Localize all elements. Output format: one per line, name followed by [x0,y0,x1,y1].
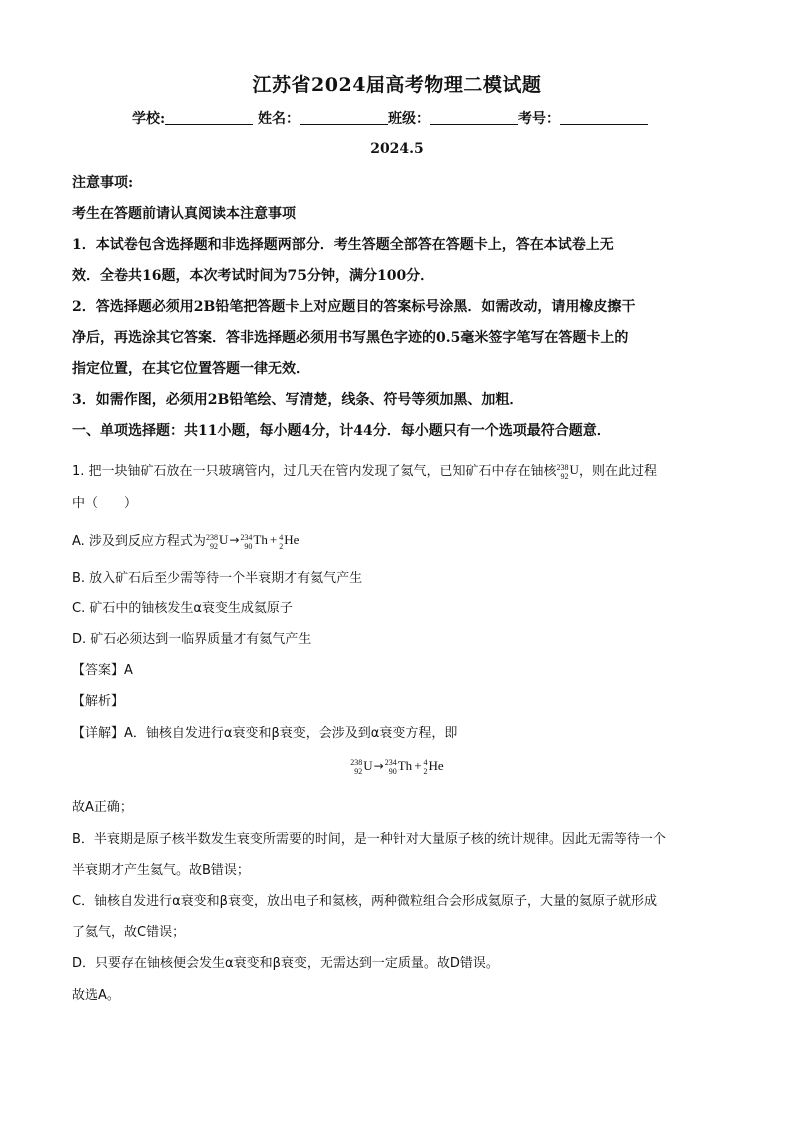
equation-display: 238 92 U→ 234 90 Th + 4 2 He [350,758,444,777]
nuclide-U: 238 92 U [556,462,579,481]
name-blank [300,110,388,125]
page-title: 江苏省2024届高考物理二模试题 [252,74,542,96]
option-A [72,530,299,551]
option-B: B. 放入矿石后至少需等待一个半衰期才有氦气产生 [72,571,363,586]
question-stem-line2: 中（ ） [72,496,138,511]
exam-no-blank [560,110,648,125]
question-stem-text: 1. 把一块铀矿石放在一只玻璃管内，过几天在管内发现了氦气，已知矿石中存在铀核 [72,464,557,479]
final-answer: 故选A。 [72,988,120,1003]
detail-D: D．只要存在铀核便会发生α衰变和β衰变，无需达到一定质量。故D错误。 [72,956,499,971]
school-blank [165,110,253,125]
option-C: C. 矿石中的铀核发生α衰变生成氦原子 [72,601,293,616]
conclusion-A: 故A正确； [72,800,133,815]
school-label: 学校: [132,111,166,127]
class-blank [430,110,518,125]
equation-inline: 238 92 U→ 234 90 Th + 4 2 He [205,532,300,551]
question-stem [72,460,657,481]
answer-label: 【答案】A [72,663,133,678]
exam-no-label: 考号： [518,111,561,127]
detail-B-line2: 半衰期才产生氦气。故B错误； [72,863,250,878]
detail-A: 【详解】A．铀核自发进行α衰变和β衰变，会涉及到α衰变方程，即 [72,726,458,741]
student-info-row [132,108,648,128]
name-label: 姓名： [258,111,301,127]
notice-item: 3．如需作图，必须用2B铅笔绘、写清楚，线条、符号等须加黑、加粗． [72,392,524,408]
question-stem-text-2: ，则在此过程 [578,464,657,479]
class-label: 班级： [388,111,431,127]
notice-item: 指定位置，在其它位置答题一律无效． [72,361,310,377]
detail-C-line2: 了氦气，故C错误； [72,925,186,940]
analysis-label: 【解析】 [72,694,125,709]
notice-item: 2．答选择题必须用2B铅笔把答题卡上对应题目的答案标号涂黑．如需改动，请用橡皮擦干 [72,299,636,315]
exam-date: 2024.5 [370,141,424,157]
notice-item: 效．全卷共16题，本次考试时间为75分钟，满分100分． [72,268,435,284]
detail-C-line1: C．铀核自发进行α衰变和β衰变，放出电子和氦核，两种微粒组合会形成氦原子，大量的氦原子就形成 [72,894,657,909]
notice-intro: 考生在答题前请认真阅读本注意事项 [72,206,296,222]
section-heading: 一、单项选择题：共11小题，每小题4分，计44分．每小题只有一个选项最符合题意． [72,423,611,439]
detail-B-line1: B．半衰期是原子核半数发生衰变所需要的时间，是一种针对大量原子核的统计规律。因此无需等待一个 [72,832,666,847]
option-D: D. 矿石必须达到一临界质量才有氦气产生 [72,632,312,647]
notice-heading: 注意事项: [72,175,134,191]
notice-item: 净后，再选涂其它答案．答非选择题必须用书写黑色字迹的0.5毫米签字笔写在答题卡上的 [72,330,629,346]
notice-item: 1．本试卷包含选择题和非选择题两部分．考生答题全部答在答题卡上，答在本试卷上无 [72,237,614,253]
option-A-text: A. 涉及到反应方程式为 [72,534,206,549]
